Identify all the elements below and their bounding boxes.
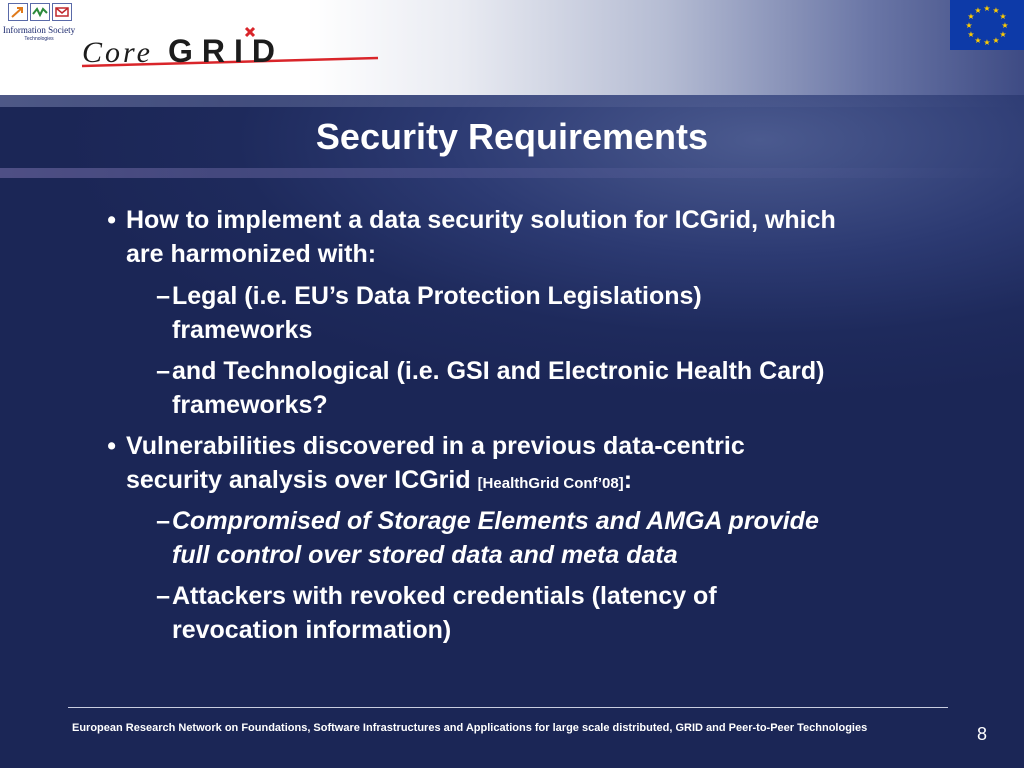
slide-title: Security Requirements <box>315 116 709 157</box>
bullet-2-sub-2-line-1: Attackers with revoked credentials (latency of <box>172 582 717 610</box>
bullet-2-line-2 <box>126 463 956 501</box>
bullet-2-sub-2 <box>156 579 952 647</box>
dash-marker: – <box>156 582 170 610</box>
svg-text:★: ★ <box>999 12 1007 21</box>
dash-marker: – <box>156 507 170 535</box>
svg-text:★: ★ <box>974 36 982 45</box>
bullet-1-line-2: are harmonized with: <box>126 240 377 268</box>
coregrid-logo-grid: GRID <box>168 33 284 69</box>
svg-text:★: ★ <box>983 38 991 47</box>
bullet-2-sub-2-line-2: revocation information) <box>172 616 452 644</box>
svg-text:★: ★ <box>983 4 991 13</box>
dash-marker: – <box>156 357 170 385</box>
dash-marker: – <box>156 282 170 310</box>
bullet-2 <box>107 429 956 501</box>
bullet-marker: • <box>107 206 116 234</box>
svg-text:★: ★ <box>992 36 1000 45</box>
svg-text:★: ★ <box>992 6 1000 15</box>
svg-text:★: ★ <box>967 30 975 39</box>
coregrid-logo-core: Core <box>82 36 153 69</box>
svg-text:★: ★ <box>965 21 973 30</box>
svg-text:★: ★ <box>999 30 1007 39</box>
bullet-2-line-2-tail: : <box>623 466 633 494</box>
bullet-1-sub-1-line-2: frameworks <box>172 316 313 344</box>
info-society-sub: Technologies <box>24 36 54 42</box>
bullet-2-sub-1 <box>156 504 952 572</box>
bullet-2-sub-1-line-2: full control over stored data and meta data <box>172 541 678 569</box>
page-number: 8 <box>976 724 987 744</box>
bullet-1-sub-2 <box>156 354 952 422</box>
svg-text:★: ★ <box>1001 21 1009 30</box>
info-society-label: Information Society <box>2 25 76 35</box>
footer-divider <box>68 707 948 708</box>
bullet-1-sub-2-line-2: frameworks? <box>172 391 328 419</box>
bullet-marker: • <box>107 432 116 460</box>
citation-ref: [HealthGrid Conf’08] <box>477 475 624 492</box>
bullet-1-sub-2-line-1: and Technological (i.e. GSI and Electronic Health Card) <box>172 357 825 385</box>
bullet-2-line-1: Vulnerabilities discovered in a previous data-centric <box>126 432 745 460</box>
footer-text: European Research Network on Foundations, Software Infrastructures and Applications for large scale distributed, GRID and Peer-to-Peer Technologies <box>72 722 868 734</box>
bullet-1-sub-1-line-1: Legal (i.e. EU’s Data Protection Legislations) <box>172 282 702 310</box>
bullet-1-line-1: How to implement a data security solution for ICGrid, which <box>126 206 836 234</box>
bullet-1-sub-1 <box>156 279 952 347</box>
bullet-1 <box>107 203 956 271</box>
bullet-2-sub-1-line-1: Compromised of Storage Elements and AMGA provide <box>172 507 819 535</box>
svg-text:★: ★ <box>967 12 975 21</box>
bullet-2-line-2-main: security analysis over ICGrid <box>126 466 478 494</box>
svg-text:★: ★ <box>974 6 982 15</box>
